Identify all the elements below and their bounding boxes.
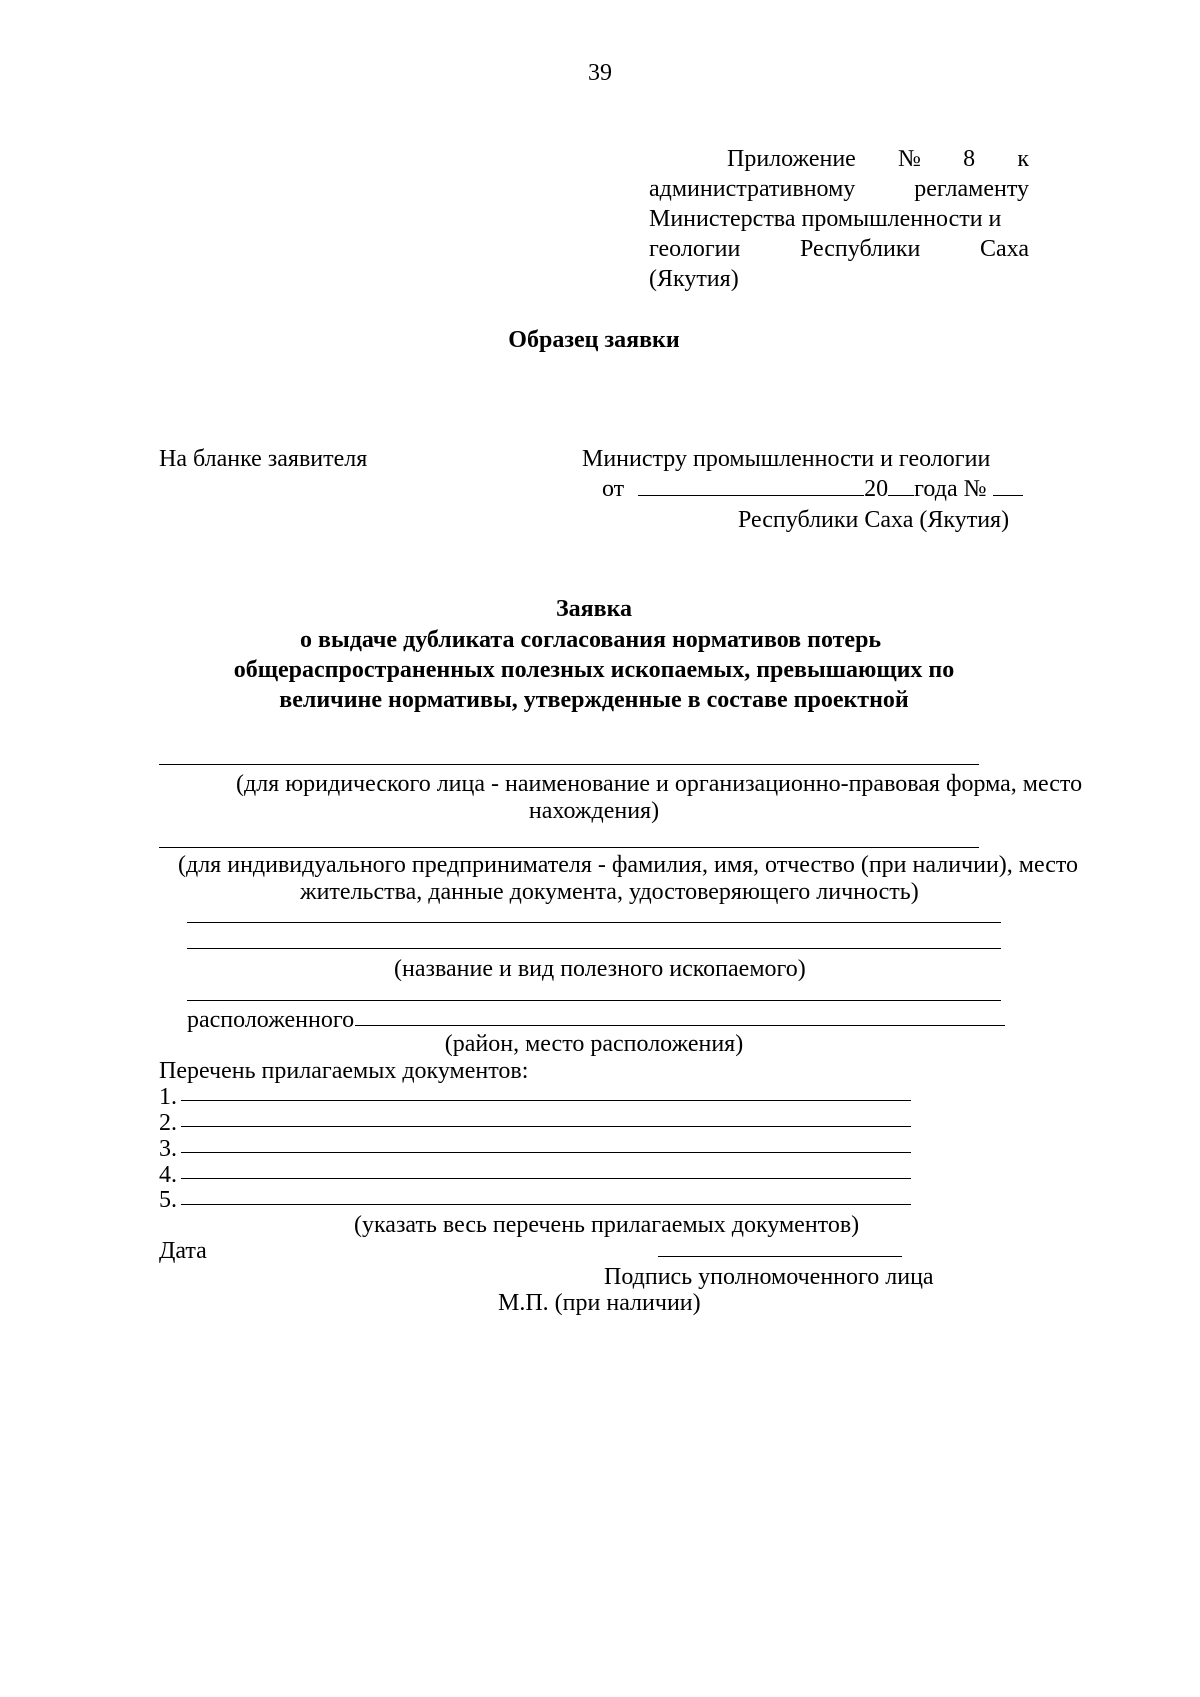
legal-entity-hint-line-1: (для юридического лица - наименование и организационно-правовая форма, место <box>236 771 1083 797</box>
entrepreneur-hint-line-1: (для индивидуального предпринимателя - фамилия, имя, отчество (при наличии), место <box>178 852 1079 878</box>
addressee-line-3: Республики Саха (Якутия) <box>738 507 1010 533</box>
entrepreneur-field[interactable] <box>159 847 979 848</box>
legal-entity-field[interactable] <box>159 764 979 765</box>
year-blank[interactable] <box>888 475 914 496</box>
letterhead-left: На бланке заявителя <box>159 446 368 472</box>
location-field-1[interactable] <box>187 1000 1001 1001</box>
application-subtitle-line-3: величине нормативы, утвержденные в составе проектной <box>279 687 909 713</box>
page-number: 39 <box>588 60 612 86</box>
appendix-word: 8 <box>963 146 976 172</box>
entrepreneur-hint-line-2: жительства, данные документа, удостоверяющего личность) <box>300 879 919 905</box>
date-prefix: от <box>602 476 625 502</box>
documents-hint: (указать весь перечень прилагаемых документов) <box>354 1212 860 1238</box>
addressee-line-1: Министру промышленности и геологии <box>582 446 991 472</box>
documents-heading: Перечень прилагаемых документов: <box>159 1058 529 1084</box>
document-item-number: 2. <box>159 1110 177 1136</box>
document-item-number: 1. <box>159 1084 177 1110</box>
appendix-line-3: Министерства промышленности и <box>649 206 1002 232</box>
appendix-line-2 <box>649 174 1029 204</box>
document-item-number: 3. <box>159 1136 177 1162</box>
document-item-field[interactable] <box>181 1204 911 1205</box>
date-year-prefix: 20 <box>864 476 889 502</box>
appendix-line-4 <box>649 234 1029 264</box>
location-field-2[interactable] <box>355 1025 1005 1026</box>
date-blank[interactable] <box>638 475 864 496</box>
sample-title: Образец заявки <box>508 327 680 353</box>
mineral-field-2[interactable] <box>187 948 1001 949</box>
appendix-word: Саха <box>980 236 1029 262</box>
document-item-field[interactable] <box>181 1126 911 1127</box>
appendix-word: административному <box>649 176 856 202</box>
appendix-word: регламенту <box>914 176 1029 202</box>
stamp-label: М.П. (при наличии) <box>498 1290 701 1316</box>
located-label: расположенного <box>187 1007 355 1033</box>
document-item-field[interactable] <box>181 1100 911 1101</box>
signature-field[interactable] <box>658 1256 902 1257</box>
appendix-word: Приложение <box>727 146 856 172</box>
location-hint: (район, место расположения) <box>444 1031 744 1057</box>
appendix-word: Республики <box>799 236 921 262</box>
document-item-number: 5. <box>159 1187 177 1213</box>
mineral-hint: (название и вид полезного ископаемого) <box>394 956 806 982</box>
document-item-field[interactable] <box>181 1152 911 1153</box>
signature-label: Подпись уполномоченного лица <box>604 1264 934 1290</box>
application-title: Заявка <box>555 596 633 622</box>
appendix-word: к <box>1017 146 1029 172</box>
number-blank[interactable] <box>993 475 1023 496</box>
mineral-field-1[interactable] <box>187 922 1001 923</box>
date-suffix: года № <box>914 476 987 502</box>
addressee-date-line <box>602 474 1023 504</box>
application-subtitle-line-1: о выдаче дубликата согласования нормативов потерь <box>300 627 882 653</box>
document-item-field[interactable] <box>181 1178 911 1179</box>
appendix-line-1 <box>727 144 1029 174</box>
appendix-line-5: (Якутия) <box>649 266 739 292</box>
appendix-word: геологии <box>649 236 741 262</box>
date-label: Дата <box>159 1238 207 1264</box>
legal-entity-hint-line-2: нахождения) <box>528 798 660 824</box>
document-item-number: 4. <box>159 1162 177 1188</box>
application-subtitle-line-2: общераспространенных полезных ископаемых, превышающих по <box>233 657 955 683</box>
appendix-word: № <box>898 146 921 172</box>
